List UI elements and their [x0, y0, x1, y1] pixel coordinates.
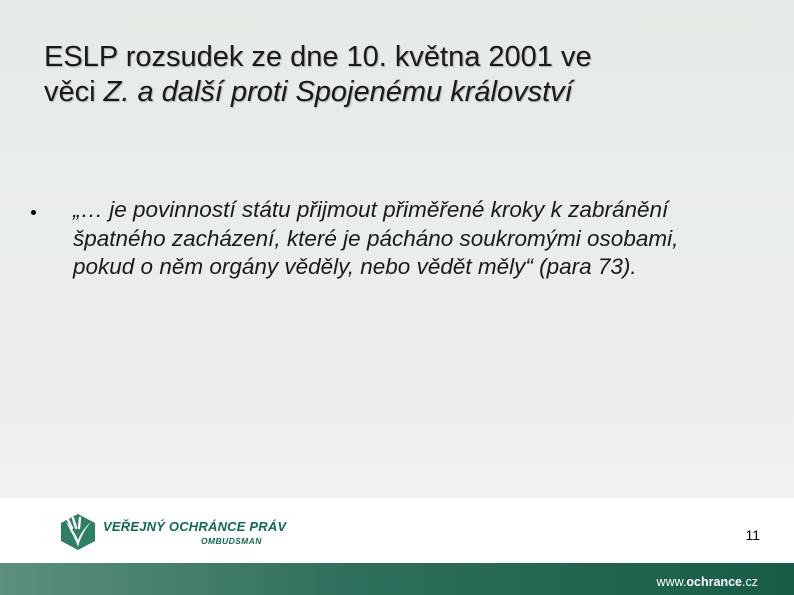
slide-title: [44, 40, 764, 110]
title-line-2-start: věci: [44, 76, 104, 108]
bullet-item: [28, 196, 728, 282]
title-line-2: [44, 75, 764, 110]
website-domain: ochrance: [686, 575, 743, 589]
bullet-quote-text: „… je povinností státu přijmout přiměřené kroky k zabránění špatného zacházení, které je pácháno soukromými osobami, pokud o něm orgány věděly, nebo vědět měly“ (para 73).: [73, 197, 679, 279]
logo-subtitle: OMBUDSMAN: [201, 536, 262, 546]
title-line-1: ESLP rozsudek ze dne 10. května 2001 ve: [44, 41, 592, 73]
logo-name: VEŘEJNÝ OCHRÁNCE PRÁV: [103, 519, 287, 534]
ombudsman-leaf-logo-icon: [58, 512, 98, 552]
title-case-name: Z. a další proti Spojenému království: [103, 76, 573, 108]
ombudsman-logo: [58, 512, 288, 552]
page-number: 11: [745, 527, 760, 543]
website-prefix: www.: [656, 575, 687, 589]
website-suffix: .cz: [742, 575, 758, 589]
bullet-dot-icon: [31, 210, 36, 215]
website-link[interactable]: [657, 575, 758, 589]
